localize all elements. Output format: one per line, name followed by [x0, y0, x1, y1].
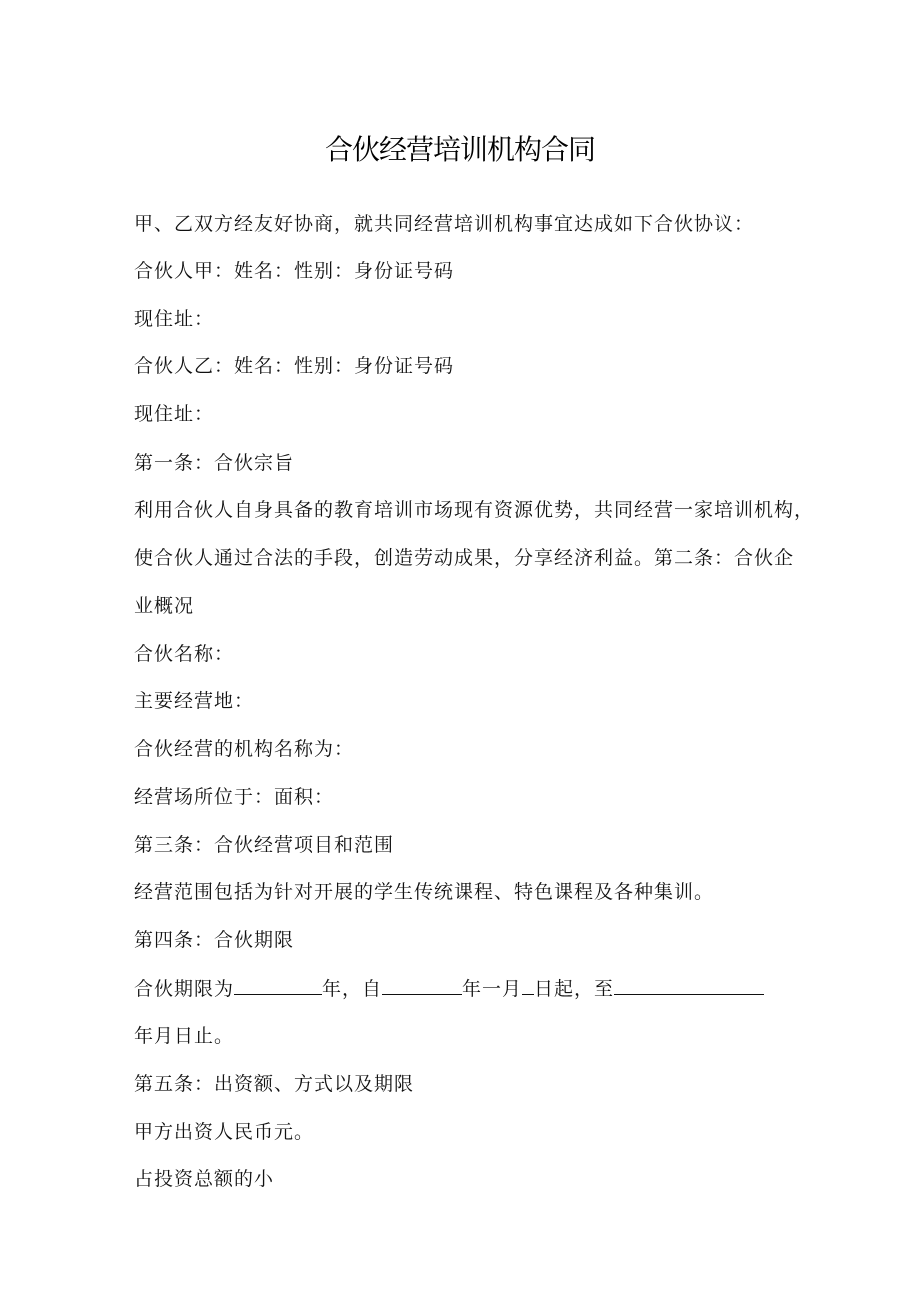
- business-scope: 经营范围包括为针对开展的学生传统课程、特色课程及各种集训。: [134, 881, 715, 903]
- term-years-blank: [234, 976, 322, 995]
- intro-paragraph: 甲、乙双方经友好协商，就共同经营培训机构事宜达成如下合伙协议：: [134, 213, 755, 235]
- term-text-2: 年，自: [322, 978, 383, 1000]
- partnership-name: 合伙名称：: [134, 643, 235, 665]
- article-5-heading: 第五条：出资额、方式以及期限: [134, 1073, 415, 1095]
- start-day-blank: [522, 976, 534, 995]
- partner-b-info: 合伙人乙：姓名：性别：身份证号码: [134, 355, 455, 377]
- partnership-term-line: [134, 976, 764, 1001]
- investment-share: 占投资总额的小: [134, 1168, 275, 1190]
- article-1-text-line-2: 使合伙人通过合法的手段，创造劳动成果，分享经济利益。第二条：合伙企: [134, 547, 795, 569]
- article-4-heading: 第四条：合伙期限: [134, 929, 295, 951]
- partner-a-address: 现住址：: [134, 308, 215, 330]
- start-year-blank: [382, 976, 462, 995]
- article-2-heading-cont: 业概况: [134, 595, 195, 617]
- partner-a-info: 合伙人甲：姓名：性别：身份证号码: [134, 260, 455, 282]
- party-a-contribution: 甲方出资人民币元。: [134, 1121, 315, 1143]
- document-title: 合伙经营培训机构合同: [324, 133, 595, 166]
- term-text-4: 日起，至: [534, 978, 615, 1000]
- term-text-3: 年一月: [462, 978, 523, 1000]
- main-business-location: 主要经营地：: [134, 690, 255, 712]
- article-1-heading: 第一条：合伙宗旨: [134, 452, 295, 474]
- institution-name: 合伙经营的机构名称为：: [134, 738, 355, 760]
- term-text-1: 合伙期限为: [134, 978, 235, 1000]
- premises-location-area: 经营场所位于：面积：: [134, 786, 335, 808]
- term-end-date: 年月日止。: [134, 1025, 235, 1047]
- article-1-text-line-1: 利用合伙人自身具备的教育培训市场现有资源优势，共同经营一家培训机构，: [134, 499, 815, 521]
- end-date-blank: [614, 976, 764, 995]
- partner-b-address: 现住址：: [134, 403, 215, 425]
- article-3-heading: 第三条：合伙经营项目和范围: [134, 834, 395, 856]
